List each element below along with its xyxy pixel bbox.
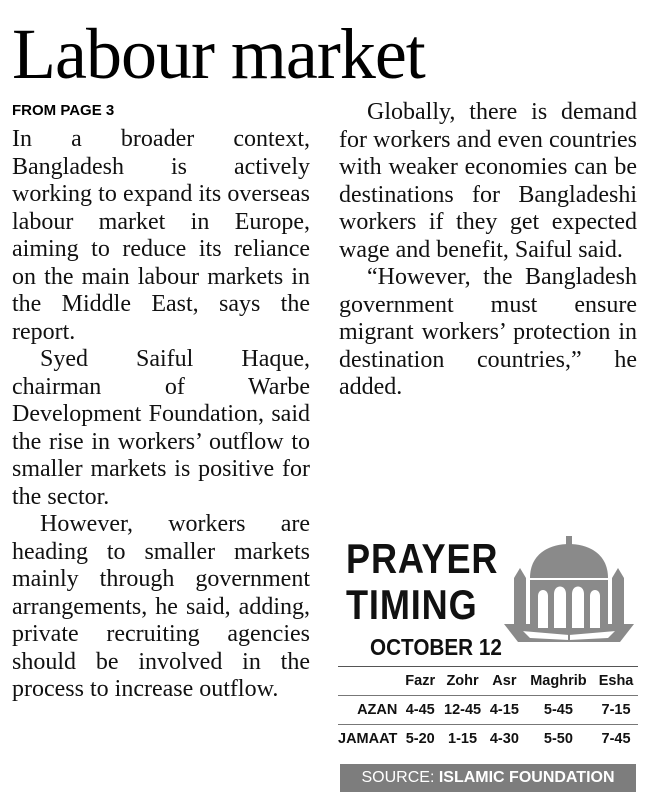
row-label: JAMAAT xyxy=(338,731,398,747)
table-row xyxy=(338,696,638,725)
prayer-title-line: PRAYER xyxy=(346,535,499,582)
table-header-row xyxy=(338,667,638,696)
table-cell: 4-45 xyxy=(405,702,435,718)
article-paragraph: In a broader context, Bangladesh is actively working to expand its overseas labour market in Europe, aiming to reduce its reliance on the main labour markets in the Middle East, says the report. xyxy=(12,126,310,345)
source-name: ISLAMIC FOUNDATION xyxy=(438,769,615,786)
row-label: AZAN xyxy=(357,702,398,718)
article-paragraph: “However, the Bangladesh government must ensure migrant workers’ protection in destination countries,” he added. xyxy=(339,264,637,400)
article-paragraph: However, workers are heading to smaller markets mainly through government arrangements, he said, adding, private recruiting agencies should be involved in the process to increase outflow. xyxy=(12,511,310,702)
source-label: SOURCE: xyxy=(361,769,439,786)
table-cell: 12-45 xyxy=(444,702,482,718)
prayer-column-header: Asr xyxy=(492,673,517,689)
page-jump-label: FROM PAGE 3 xyxy=(12,102,115,119)
prayer-column-header: Fazr xyxy=(405,673,436,689)
article-column-right xyxy=(339,99,637,402)
prayer-timing-box xyxy=(338,532,638,798)
prayer-timing-table xyxy=(338,666,638,753)
headline: Labour market xyxy=(12,14,425,94)
article-paragraph: Globally, there is demand for workers and even countries with weaker economies can be destinations for Bangladeshi workers if they get expected wage and benefit, Saiful said. xyxy=(339,99,637,263)
prayer-title-line: TIMING xyxy=(346,581,478,628)
table-cell: 7-45 xyxy=(601,731,631,747)
table-row xyxy=(338,725,638,754)
mosque-icon xyxy=(500,534,638,652)
table-cell: 4-15 xyxy=(489,702,519,718)
article-paragraph: Syed Saiful Haque, chairman of Warbe Development Foundation, said the rise in workers’ outflow to smaller markets is positive for the sector. xyxy=(12,346,310,510)
table-cell: 5-50 xyxy=(543,731,573,747)
prayer-column-header: Zohr xyxy=(446,673,479,689)
table-cell: 7-15 xyxy=(601,702,631,718)
table-corner xyxy=(338,667,401,696)
table-cell: 4-30 xyxy=(489,731,519,747)
table-cell: 5-45 xyxy=(543,702,573,718)
article-column-left xyxy=(12,126,310,704)
prayer-timing-title xyxy=(346,536,498,628)
table-cell: 1-15 xyxy=(448,731,478,747)
prayer-column-header: Maghrib xyxy=(530,673,587,689)
prayer-date: OCTOBER 12 xyxy=(370,634,502,660)
table-cell: 5-20 xyxy=(405,731,435,747)
source-bar xyxy=(340,764,636,792)
prayer-column-header: Esha xyxy=(598,673,634,689)
